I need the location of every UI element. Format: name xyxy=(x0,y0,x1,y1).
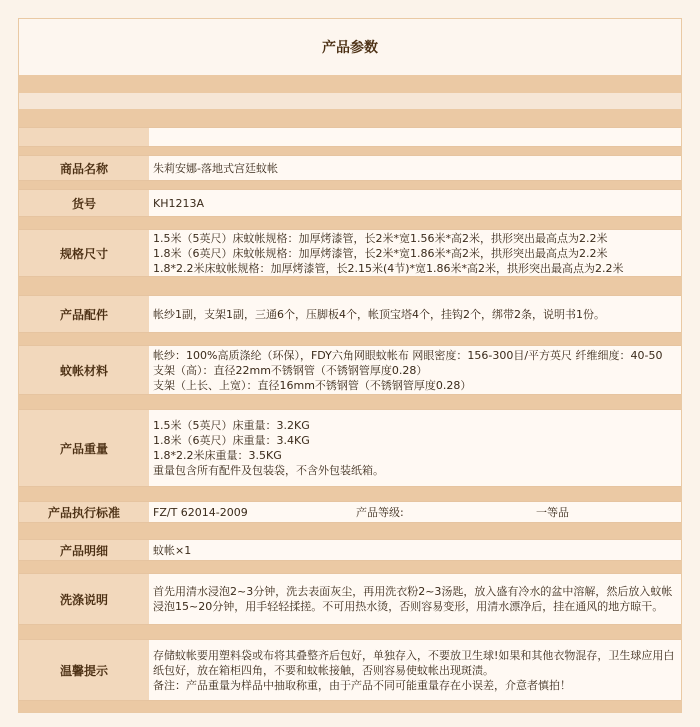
size-line: 1.8米（6英尺）床蚊帐规格：加厚烤漆管，长2米*宽1.86米*高2米，拱形突出最高点为2.2米 xyxy=(153,246,608,260)
weight-line: 1.8米（6英尺）床重量：3.4KG xyxy=(153,434,310,447)
row-value: 首先用清水浸泡2~3分钟，洗去表面灰尘，再用洗衣粉2~3汤匙，放入盛有冷水的盆中溶解，然后放入蚊帐浸泡15~20分钟，用手轻轻揉搓。不可用热水烫，否则容易变形，用清水漂净后，挂在通风的地方晾干。 xyxy=(153,585,673,613)
tips-line: 备注：产品重量为样品中抽取称重，由于产品不同可能重量存在小误差，介意者慎拍！ xyxy=(153,678,571,692)
standard-value: FZ/T 62014-2009 xyxy=(153,505,248,519)
material-line: 支架（上长、上宽）：直径16mm不锈钢管（不锈钢管厚度0.28） xyxy=(153,378,472,392)
grade-label: 产品等级: xyxy=(356,505,404,519)
divider-band xyxy=(19,277,681,295)
spacer-row xyxy=(19,93,681,109)
row-material xyxy=(19,345,681,395)
row-sku xyxy=(19,189,681,217)
weight-line: 1.8*2.2米床重量：3.5KG xyxy=(153,449,282,462)
row-detail xyxy=(19,539,681,561)
row-label: 产品重量 xyxy=(19,410,149,486)
row-size xyxy=(19,229,681,277)
row-label: 产品执行标准 xyxy=(19,502,149,522)
tips-line: 存储蚊帐要用塑料袋或布将其叠整齐后包好，单独存入，不要放卫生球!如果和其他衣物混存，卫生球应用白纸包好，放在箱柜四角，不要和蚊帐接触，否则容易使蚊帐出现斑渍。 xyxy=(153,648,675,677)
divider-band xyxy=(19,395,681,409)
row-label: 规格尺寸 xyxy=(19,230,149,276)
grade-value: 一等品 xyxy=(536,505,569,519)
size-line: 1.8*2.2米床蚊帐规格：加厚烤漆管，长2.15米(4节)*宽1.86米*高2米，拱形突出最高点为2.2米 xyxy=(153,261,624,275)
material-line: 帐纱：100%高质涤纶（环保），FDY六角网眼蚊帐布 网眼密度：156-300目/平方英尺 纤维细度：40-50 xyxy=(153,348,663,362)
row-label: 产品配件 xyxy=(19,296,149,332)
row-label: 洗涤说明 xyxy=(19,574,149,624)
divider-band xyxy=(19,109,681,127)
row-label: 商品名称 xyxy=(19,156,149,180)
row-wash xyxy=(19,573,681,625)
material-line: 支架（高）：直径22mm不锈钢管（不锈钢管厚度0.28） xyxy=(153,363,428,377)
divider-band xyxy=(19,75,681,93)
row-label: 货号 xyxy=(19,190,149,216)
row-product-name xyxy=(19,155,681,181)
divider-band xyxy=(19,147,681,155)
divider-band xyxy=(19,701,681,712)
empty-row xyxy=(19,127,681,147)
row-weight xyxy=(19,409,681,487)
weight-line: 重量包含所有配件及包装袋，不含外包装纸箱。 xyxy=(153,464,384,477)
divider-band xyxy=(19,523,681,539)
row-label: 产品明细 xyxy=(19,540,149,560)
divider-band xyxy=(19,217,681,229)
row-standard xyxy=(19,501,681,523)
row-label: 温馨提示 xyxy=(19,640,149,700)
row-label: 蚊帐材料 xyxy=(19,346,149,394)
row-parts xyxy=(19,295,681,333)
divider-band xyxy=(19,333,681,345)
divider-band xyxy=(19,181,681,189)
row-tips xyxy=(19,639,681,701)
row-value: 蚊帐×1 xyxy=(153,543,192,557)
spec-table xyxy=(18,18,682,713)
row-value: 朱莉安娜-落地式宫廷蚊帐 xyxy=(153,161,278,175)
divider-band xyxy=(19,625,681,639)
page-title: 产品参数 xyxy=(322,40,378,56)
row-value: KH1213A xyxy=(153,196,205,210)
divider-band xyxy=(19,561,681,573)
row-value: 帐纱1副，支架1副，三通6个，压脚板4个，帐顶宝塔4个，挂钩2个，绑带2条，说明书1份。 xyxy=(153,307,605,321)
weight-line: 1.5米（5英尺）床重量：3.2KG xyxy=(153,419,310,432)
divider-band xyxy=(19,487,681,501)
size-line: 1.5米（5英尺）床蚊帐规格：加厚烤漆管，长2米*宽1.56米*高2米，拱形突出最高点为2.2米 xyxy=(153,231,608,245)
